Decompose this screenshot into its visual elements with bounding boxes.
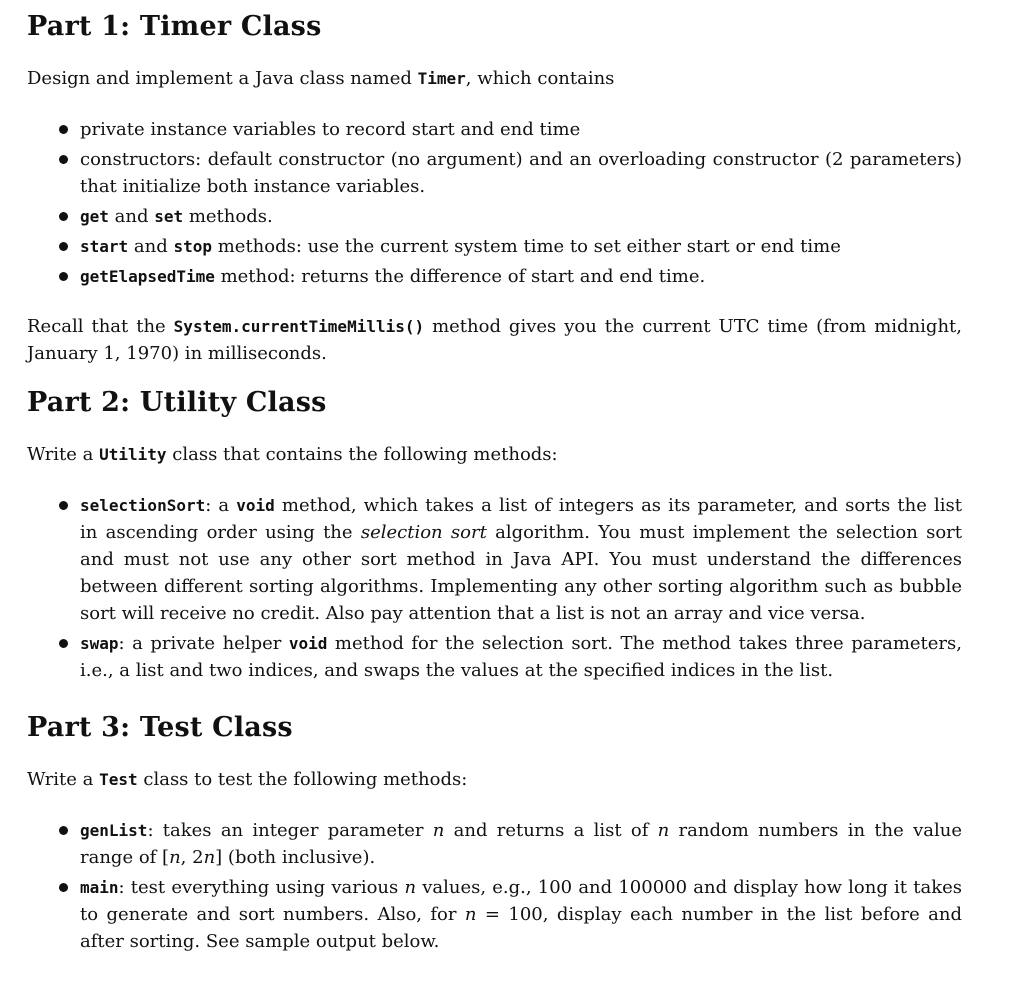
- assignment-page: [27, 0, 962, 955]
- current-time-millis-code: System.currentTimeMillis(): [173, 317, 425, 336]
- swap-method-code: swap: [80, 634, 119, 653]
- part1-heading: Part 1: Timer Class: [27, 11, 322, 42]
- part1-intro: Design and implement a Java class named Timer, which contains: [27, 68, 615, 89]
- part2-heading: Part 2: Utility Class: [27, 387, 327, 418]
- main-method-code: main: [80, 878, 119, 897]
- get-method-code: get: [80, 207, 109, 226]
- list-item: main: test everything using various n values, e.g., 100 and 100000 and display how long it takes to generate and sort numbers. Also, for n = 100, display each number in the list before and after sorting. See sample output below.: [27, 874, 962, 955]
- part3-bullet-list: [27, 817, 962, 955]
- part2-bullet-list: [27, 492, 962, 684]
- utility-class-code: Utility: [99, 445, 167, 464]
- list-item: get and set methods.: [27, 203, 962, 230]
- list-item: getElapsedTime method: returns the difference of start and end time.: [27, 263, 962, 290]
- list-item: genList: takes an integer parameter n and returns a list of n random numbers in the value range of [n, 2n] (both inclusive).: [27, 817, 962, 871]
- timer-class-code: Timer: [417, 69, 466, 88]
- part2-intro: Write a Utility class that contains the following methods:: [27, 444, 558, 465]
- list-item: selectionSort: a void method, which takes a list of integers as its parameter, and sorts the list in ascending order using the selection sort algorithm. You must implement the selection sort and must not use any other sort method in Java API. You must understand the differences between different sorting algorithms. Implementing any other sorting algorithm such as bubble sort will receive no credit. Also pay attention that a list is not an array and vice versa.: [27, 492, 962, 627]
- part3-intro: Write a Test class to test the following methods:: [27, 769, 468, 790]
- set-method-code: set: [154, 207, 184, 226]
- list-item: start and stop methods: use the current system time to set either start or end time: [27, 233, 962, 260]
- void-keyword-code: void: [288, 634, 328, 653]
- selection-sort-code: selectionSort: [80, 496, 206, 515]
- test-class-code: Test: [99, 770, 138, 789]
- selection-sort-emphasis: selection sort: [360, 522, 487, 543]
- list-item: constructors: default constructor (no argument) and an overloading constructor (2 parameters) that initialize both instance variables.: [27, 146, 962, 200]
- void-keyword-code: void: [236, 496, 275, 515]
- stop-method-code: stop: [173, 237, 212, 256]
- gen-list-code: genList: [80, 821, 148, 840]
- get-elapsed-time-code: getElapsedTime: [80, 267, 215, 286]
- list-item: private instance variables to record start and end time: [27, 116, 962, 143]
- part1-recall-note: Recall that the System.currentTimeMillis() method gives you the current UTC time (from midnight, January 1, 1970) in milliseconds.: [27, 316, 962, 364]
- list-item: swap: a private helper void method for the selection sort. The method takes three parameters, i.e., a list and two indices, and swaps the values at the specified indices in the list.: [27, 630, 962, 684]
- start-method-code: start: [80, 237, 129, 256]
- part1-bullet-list: [27, 116, 962, 290]
- part3-heading: Part 3: Test Class: [27, 712, 293, 743]
